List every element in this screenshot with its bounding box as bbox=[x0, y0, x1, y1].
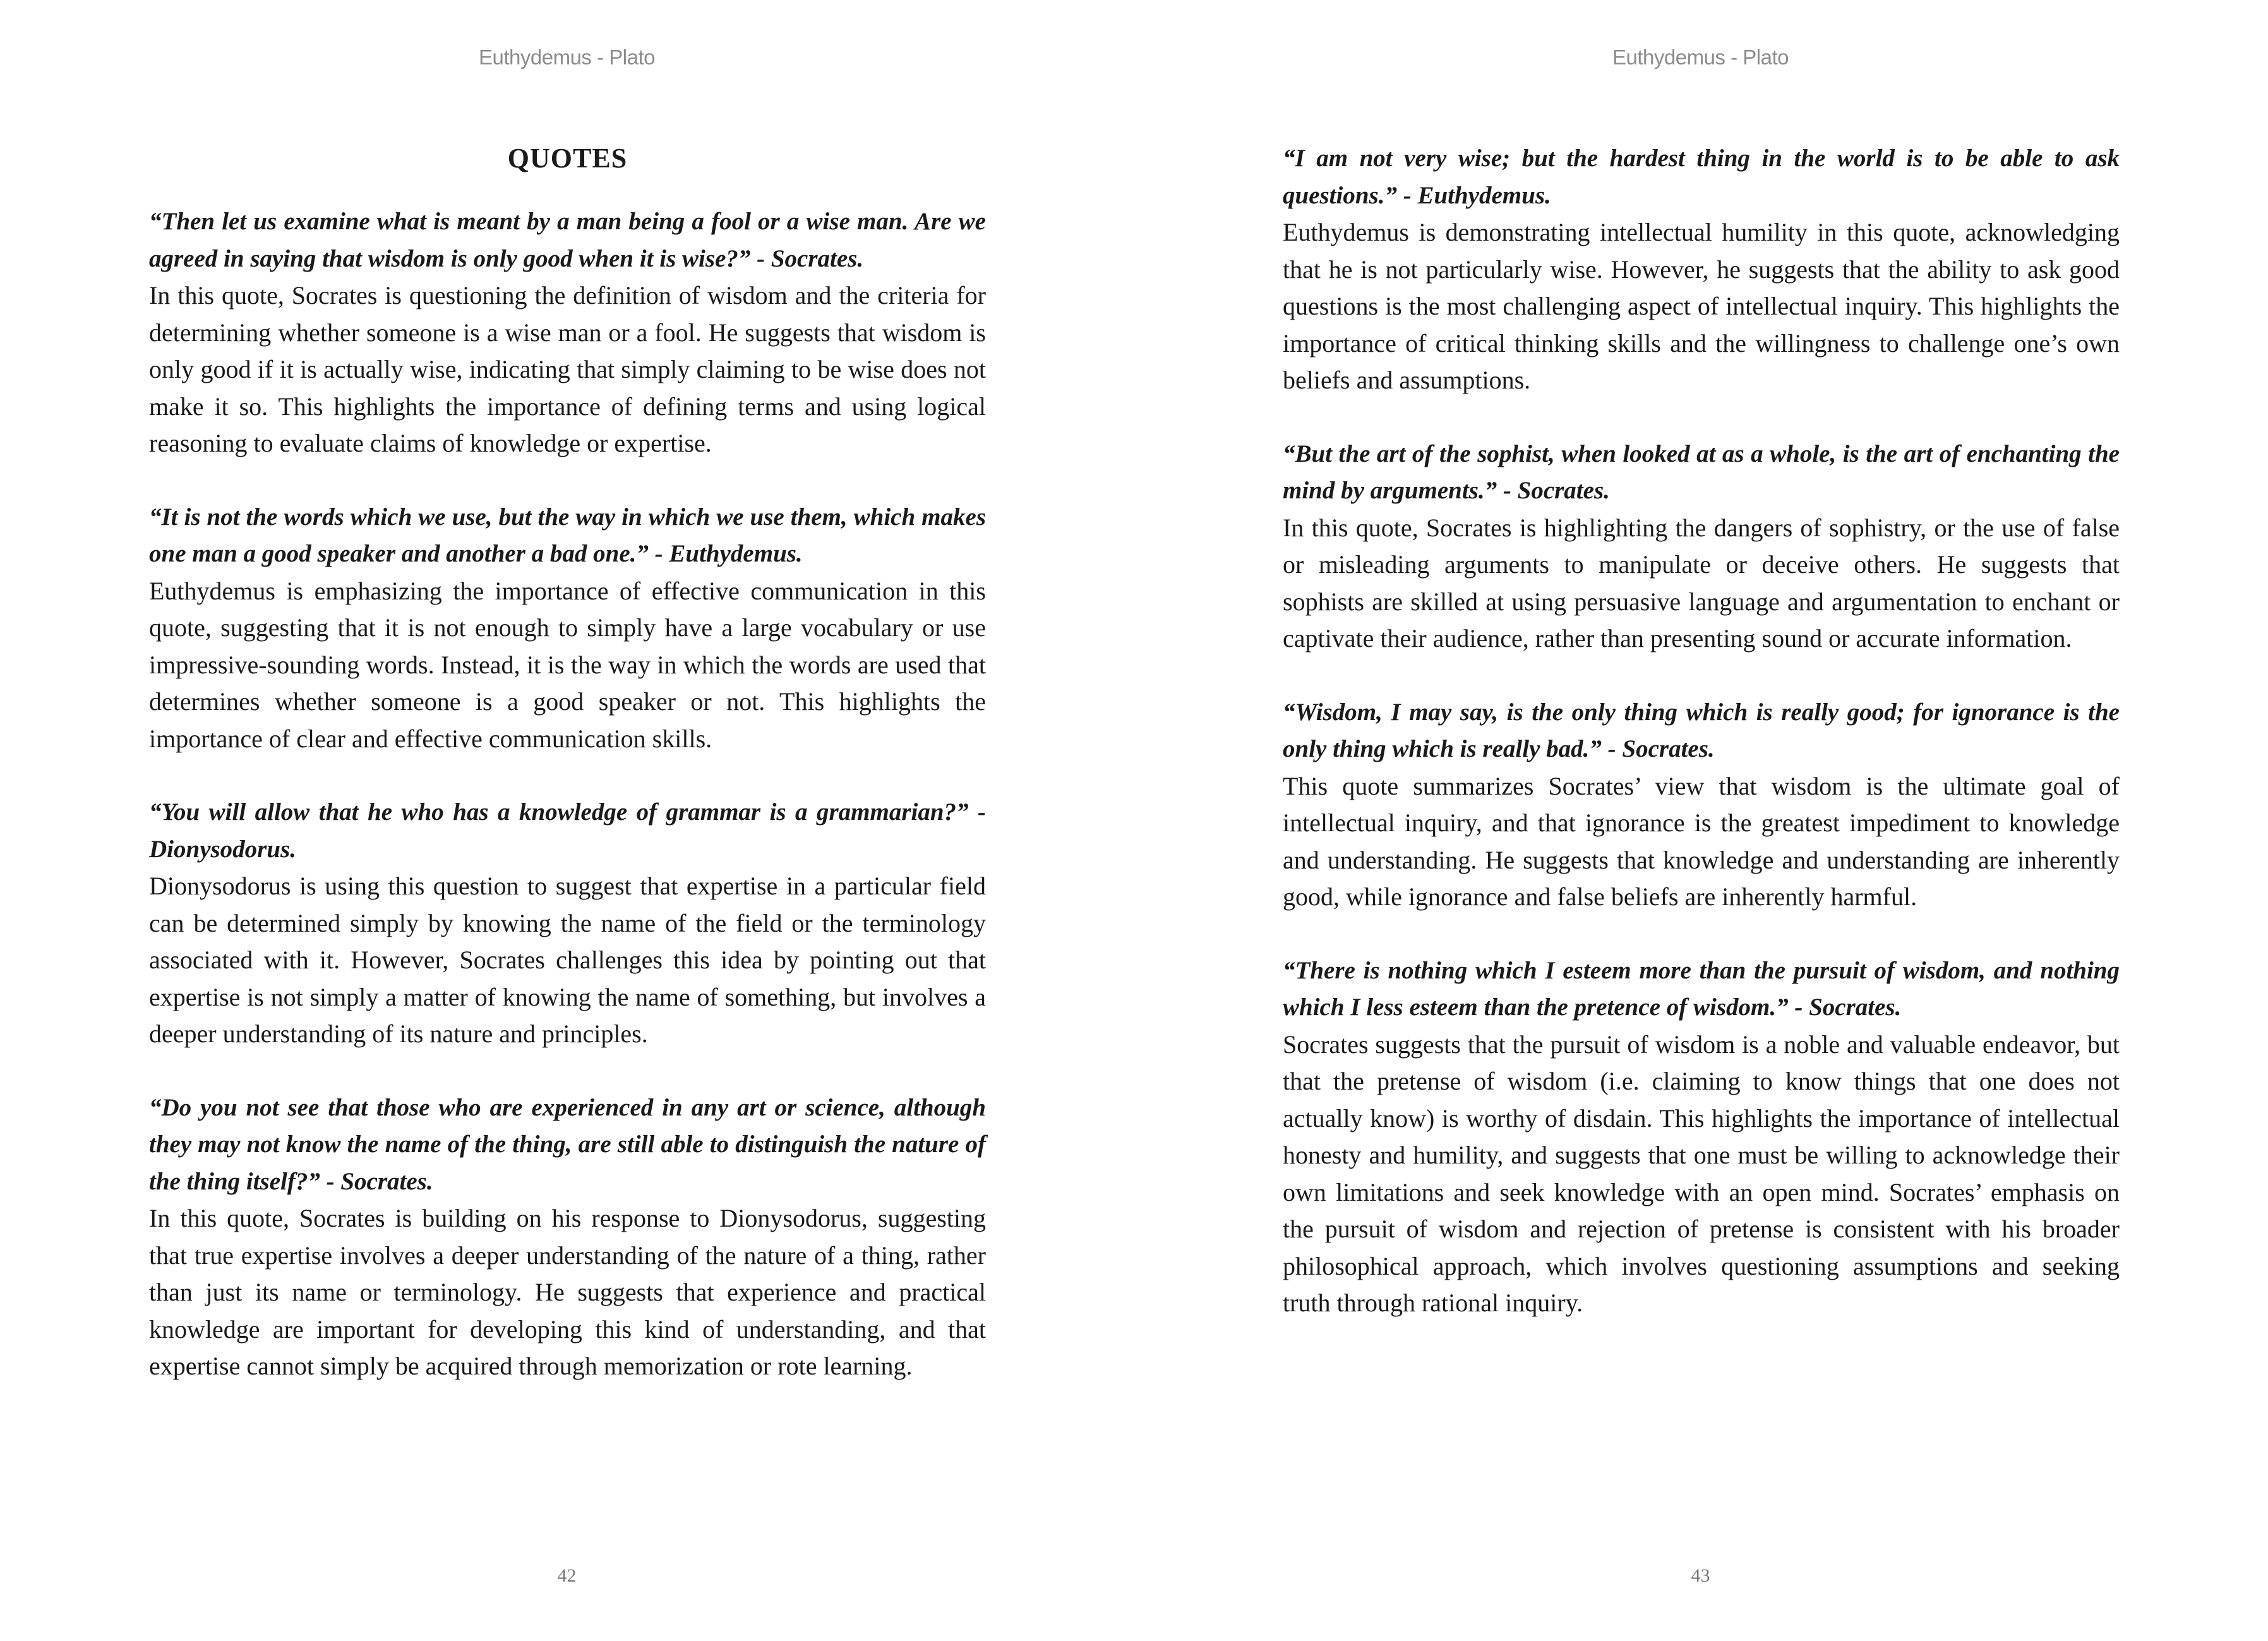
page-content bbox=[1283, 140, 2120, 1359]
quote-commentary: In this quote, Socrates is questioning the definition of wisdom and the criteria for determining whether someone is a wise man or a fool. He suggests that wisdom is only good if it is actually wise, indicating that simply claiming to be wise does not make it so. This highlights the importance of defining terms and using logical reasoning to evaluate claims of knowledge or expertise. bbox=[149, 281, 986, 457]
quote-entry bbox=[149, 203, 986, 462]
quote-entry bbox=[1283, 953, 2120, 1322]
running-head: Euthydemus - Plato bbox=[1612, 45, 1789, 69]
quote-commentary: This quote summarizes Socrates’ view that wisdom is the ultimate goal of intellectual inquiry, and that ignorance is the greatest impediment to knowledge and understanding. He suggests that knowledge and understanding are inherently good, while ignorance and false beliefs are inherently harmful. bbox=[1283, 771, 2120, 911]
page-number: 42 bbox=[557, 1565, 577, 1586]
section-title: QUOTES bbox=[507, 143, 628, 174]
quote-entry bbox=[149, 499, 986, 758]
quote-text: “There is nothing which I esteem more than the pursuit of wisdom, and nothing which I less esteem than the pretence of wisdom.” - Socrates. bbox=[1283, 956, 2120, 1021]
page-content bbox=[149, 140, 986, 1422]
quote-commentary: In this quote, Socrates is highlighting the dangers of sophistry, or the use of false or misleading arguments to manipulate or deceive others. He suggests that sophists are skilled at using persuasive language and argumentation to enchant or captivate their audience, rather than presenting sound or accurate information. bbox=[1283, 513, 2120, 652]
quote-entry bbox=[149, 794, 986, 1053]
quote-text: “I am not very wise; but the hardest thing in the world is to be able to ask questions.” - Euthydemus. bbox=[1283, 145, 2120, 209]
right-page bbox=[1134, 0, 2267, 1641]
quote-entry bbox=[1283, 694, 2120, 916]
running-head: Euthydemus - Plato bbox=[479, 45, 655, 69]
quote-text: “Do you not see that those who are experienced in any art or science, although they may not know the name of the thing, are still able to distinguish the nature of the thing itself?” - Socrates. bbox=[149, 1093, 986, 1195]
quote-entry bbox=[1283, 436, 2120, 658]
quote-commentary: Euthydemus is demonstrating intellectual humility in this quote, acknowledging that he is not particularly wise. However, he suggests that the ability to ask good questions is the most challenging aspect of intellectual inquiry. This highlights the importance of critical thinking skills and the willingness to challenge one’s own beliefs and assumptions. bbox=[1283, 218, 2120, 394]
quote-text: “Then let us examine what is meant by a man being a fool or a wise man. Are we agreed in saying that wisdom is only good when it is wise?” - Socrates. bbox=[149, 208, 986, 272]
quote-text: “It is not the words which we use, but the way in which we use them, which makes one man a good speaker and another a bad one.” - Euthydemus. bbox=[149, 503, 986, 567]
quote-commentary: Socrates suggests that the pursuit of wisdom is a noble and valuable endeavor, but that the pretense of wisdom (i.e. claiming to know things that one does not actually know) is worthy of disdain. This highlights the importance of intellectual honesty and humility, and suggests that one must be willing to acknowledge their own limitations and seek knowledge with an open mind. Socrates’ emphasis on the pursuit of wisdom and rejection of pretense is consistent with his broader philosophical approach, which involves questioning assumptions and seeking truth through rational inquiry. bbox=[1283, 1030, 2120, 1317]
quote-text: “Wisdom, I may say, is the only thing which is really good; for ignorance is the only thing which is really bad.” - Socrates. bbox=[1283, 698, 2120, 762]
quote-text: “But the art of the sophist, when looked at as a whole, is the art of enchanting the mind by arguments.” - Socrates. bbox=[1283, 440, 2120, 504]
quote-commentary: In this quote, Socrates is building on his response to Dionysodorus, suggesting that true expertise involves a deeper understanding of the nature of a thing, rather than just its name or terminology. He suggests that experience and practical knowledge are important for developing this kind of understanding, and that expertise cannot simply be acquired through memorization or rote learning. bbox=[149, 1204, 986, 1380]
quote-entry bbox=[149, 1090, 986, 1385]
quote-entry bbox=[1283, 140, 2120, 399]
page-number: 43 bbox=[1691, 1565, 1710, 1586]
quote-text: “You will allow that he who has a knowledge of grammar is a grammarian?” - Dionysodorus. bbox=[149, 798, 986, 863]
quote-commentary: Euthydemus is emphasizing the importance of effective communication in this quote, suggesting that it is not enough to simply have a large vocabulary or use impressive-sounding words. Instead, it is the way in which the words are used that determines whether someone is a good speaker or not. This highlights the importance of clear and effective communication skills. bbox=[149, 576, 986, 753]
quote-commentary: Dionysodorus is using this question to suggest that expertise in a particular field can be determined simply by knowing the name of the field or the terminology associated with it. However, Socrates challenges this idea by pointing out that expertise is not simply a matter of knowing the name of something, but involves a deeper understanding of its nature and principles. bbox=[149, 872, 986, 1048]
